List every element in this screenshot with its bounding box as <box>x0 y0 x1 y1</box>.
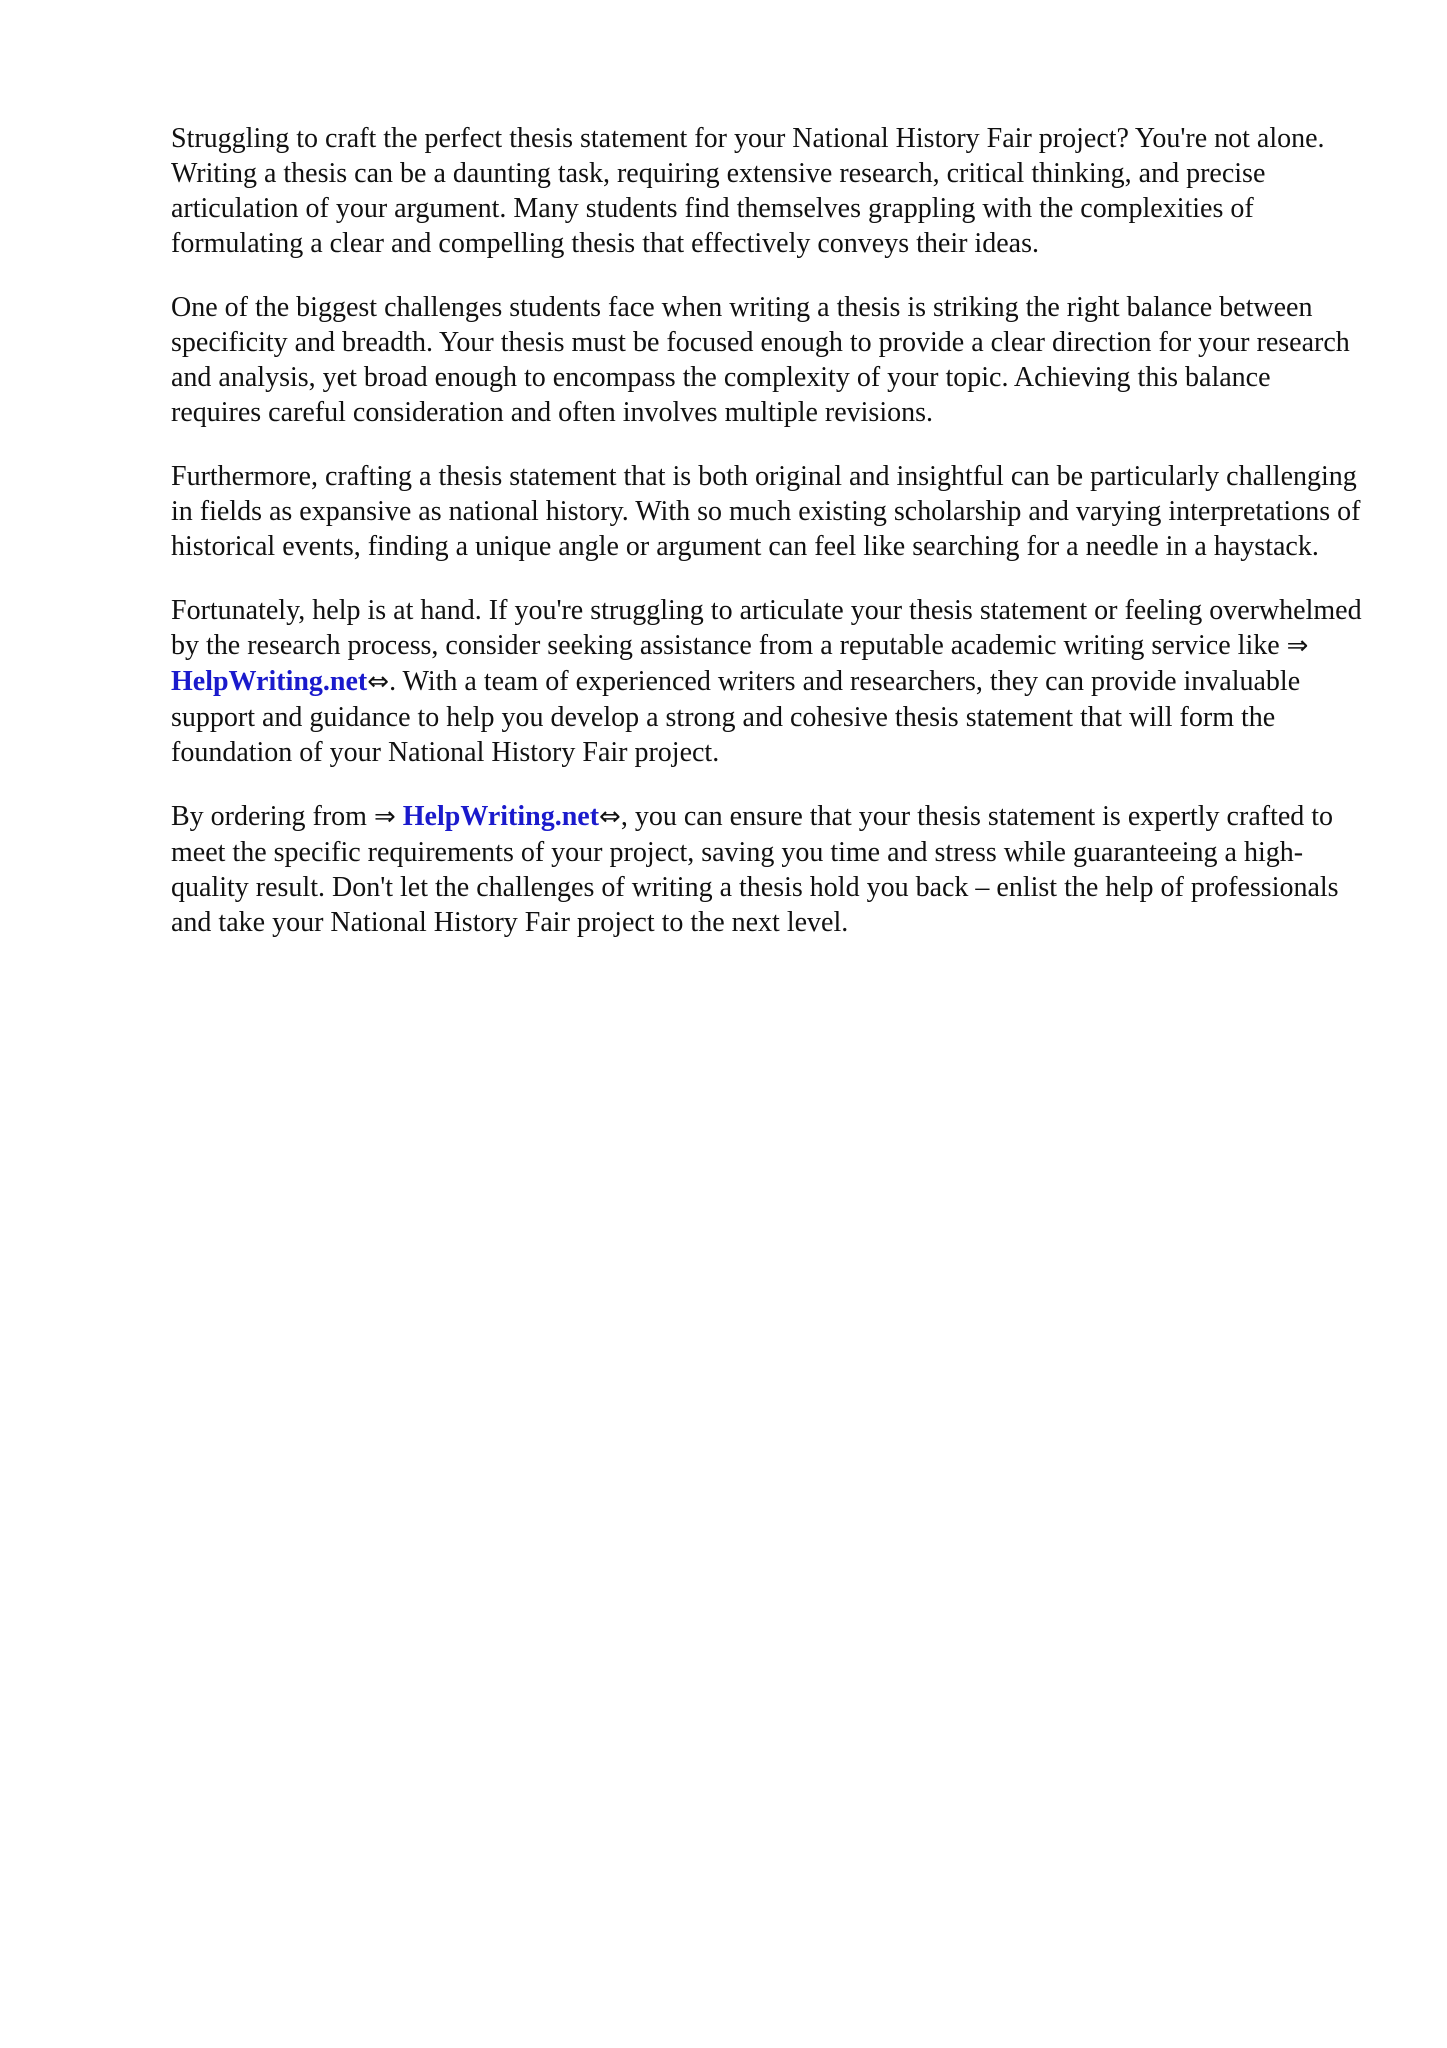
paragraph-order-text-before: By ordering from <box>171 801 374 832</box>
paragraph-help-text-after: . With a team of experienced writers and researchers, they can provide invaluable support and guidance to help you develop a strong and cohesive thesis statement that will form the foundation of your National History Fair project. <box>171 666 1301 768</box>
paragraph-help-text-before: Fortunately, help is at hand. If you're struggling to articulate your thesis statement or feeling overwhelmed by the research process, consider seeking assistance from a reputable academic writing service like <box>171 595 1362 661</box>
right-arrow-icon: ⇒ <box>373 802 396 832</box>
left-right-arrow-icon: ⇔ <box>599 802 621 832</box>
paragraph-order <box>171 799 1366 940</box>
document-body <box>171 121 1366 969</box>
paragraph-order-text-after: , you can ensure that your thesis statement is expertly crafted to meet the specific requirements of your project, saving you time and stress while guaranteeing a high-quality result. Don't let the challenges of writing a thesis hold you back – enlist the help of professionals and take your National History Fair project to the next level. <box>171 801 1339 938</box>
paragraph-intro: Struggling to craft the perfect thesis statement for your National History Fair project? You're not alone. Writing a thesis can be a daunting task, requiring extensive research, critical thinking, and precise articulation of your argument. Many students find themselves grappling with the complexities of formulating a clear and compelling thesis that effectively conveys their ideas. <box>171 123 1325 259</box>
paragraph-originality: Furthermore, crafting a thesis statement that is both original and insightful can be particularly challenging in fields as expansive as national history. With so much existing scholarship and varying interpretations of historical events, finding a unique angle or argument can feel like searching for a needle in a haystack. <box>171 461 1361 562</box>
paragraph-balance: One of the biggest challenges students face when writing a thesis is striking the right balance between specificity and breadth. Your thesis must be focused enough to provide a clear direction for your research and analysis, yet broad enough to encompass the complexity of your topic. Achieving this balance requires careful consideration and often involves multiple revisions. <box>171 292 1350 428</box>
helpwriting-link[interactable]: HelpWriting.net <box>171 666 368 697</box>
left-right-arrow-icon: ⇔ <box>367 667 390 697</box>
right-arrow-icon: ⇒ <box>1286 631 1309 661</box>
paragraph-help <box>171 593 1366 770</box>
helpwriting-link[interactable]: HelpWriting.net <box>402 801 600 832</box>
